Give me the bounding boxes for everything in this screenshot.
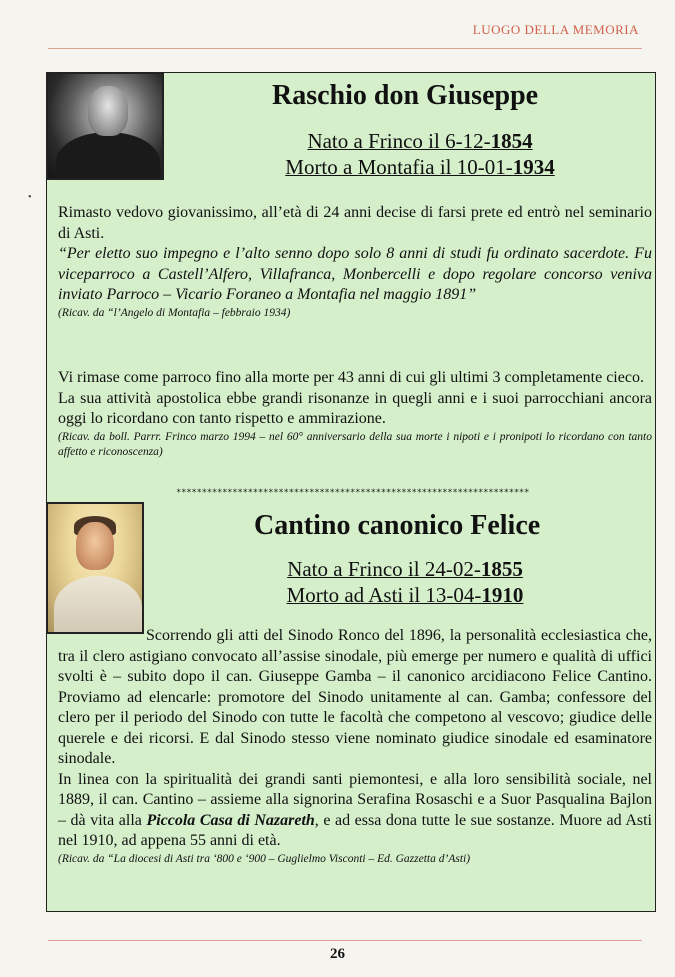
person2-source: (Ricav. da “La diocesi di Asti tra ‘800 e ‘900 – Guglielmo Visconti – Ed. Gazzetta d’Asti) [58, 852, 471, 865]
person2-name: Cantino canonico Felice [254, 510, 541, 541]
person2-para2: In linea con la spiritualità dei grandi santi piemontesi, e alla loro sensibilità sociale, nel 1889, il can. Cantino – assieme alla signorina Serafina Rosaschi e a Suor Pasqualina Bajlon – dà vita alla Piccola Casa di Nazareth, e ad essa dona tutte le sue sostanze. Muore ad Asti nel 1910, ad appena 55 anni di età. [58, 770, 652, 849]
person2-dates [240, 556, 570, 608]
person1-para1: Rimasto vedovo giovanissimo, all’età di 24 anni decise di farsi prete ed entrò nel seminario di Asti. [58, 204, 652, 242]
portrait-raschio [46, 72, 164, 180]
person1-source2: (Ricav. da boll. Parrr. Frinco marzo 1994 – nel 60° anniversario della sua morte i nipoti e i pronipoti lo ricordano con tanto affetto e riconoscenza) [58, 430, 652, 458]
person2-born: Nato a Frinco il 24-02-1855 [287, 557, 523, 581]
header-rule [48, 48, 642, 49]
institution-name: Piccola Casa di Nazareth [146, 811, 315, 829]
footer-rule [48, 940, 642, 941]
portrait-body-shape [56, 132, 160, 180]
person2-bio [58, 626, 652, 867]
margin-mark: • [28, 192, 32, 203]
person1-name: Raschio don Giuseppe [272, 80, 539, 111]
person1-bio-part2 [58, 368, 652, 460]
running-header: LUOGO DELLA MEMORIA [472, 22, 639, 37]
person1-para2: Vi rimase come parroco fino alla morte per 43 anni di cui gli ultimi 3 completamente cieco. [58, 369, 644, 386]
person1-bio-part1 [58, 203, 652, 321]
page-number: 26 [330, 946, 345, 962]
person1-para3: La sua attività apostolica ebbe grandi risonanze in quegli anni e i suoi parrocchiani ancora oggi lo ricordano con tanto rispetto e ammirazione. [58, 389, 652, 427]
person1-died: Morto a Montafia il 10-01-1934 [285, 155, 555, 179]
person1-source1: (Ricav. da “l’Angelo di Montafia – febbraio 1934) [58, 306, 291, 319]
portrait-face-shape [76, 522, 114, 570]
person2-para1: Scorrendo gli atti del Sinodo Ronco del 1896, la personalità ecclesiastica che, tra il clero astigiano convocato all’assise sinodale, più emerge per numero e qualità di uffici svolti è – subito dopo il can. Giuseppe Gamba – il canonico arcidiacono Felice Cantino. Proviamo ad elencarle: promotore del Sinodo unitamente al can. Gamba; confessore del clero per il periodo del Sinodo con tutte le facoltà che competono al vescovo; giudice delle querele e dei ricorsi. E dal Sinodo stesso viene nominato giudice sinodale ed esaminatore sinodale. [58, 627, 652, 767]
person1-dates [240, 128, 600, 180]
person2-died: Morto ad Asti il 13-04-1910 [286, 583, 524, 607]
portrait-face-shape [88, 86, 128, 136]
person1-born: Nato a Frinco il 6-12-1854 [307, 129, 533, 153]
section-separator: ********************************************************************* [176, 488, 530, 498]
person1-quote: “Per eletto suo impegno e l’alto senno dopo solo 8 anni di studi fu ordinato sacerdote. Fu viceparroco a Castell’Alfero, Villafranca, Monbercelli e dopo regolare concorso veniva inviato Parroco – Vicario Foraneo a Montafia nel maggio 1891” [58, 245, 652, 303]
portrait-cantino [46, 502, 144, 634]
